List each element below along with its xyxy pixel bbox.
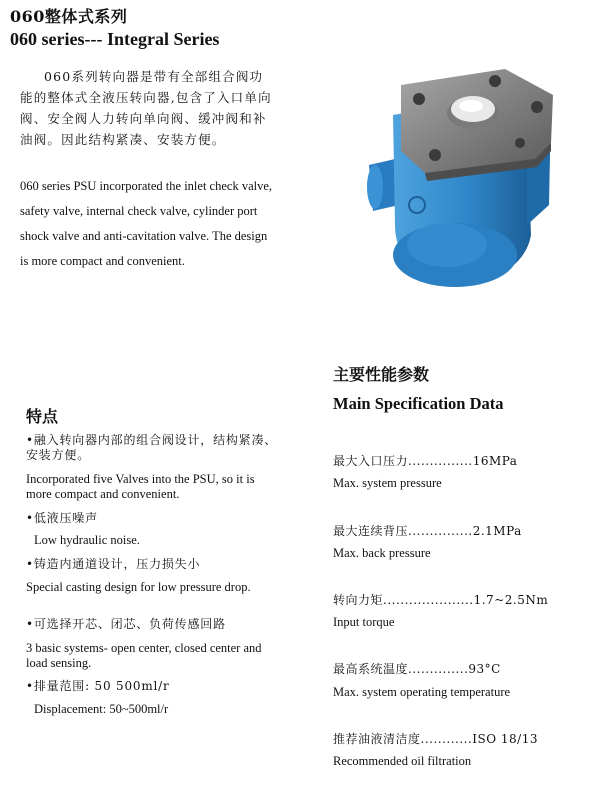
spec-2-cn: 最大连续背压...............2.1MPa	[333, 524, 522, 538]
spec-3-en: Input torque	[333, 615, 395, 629]
page-title-en: 060 series--- Integral Series	[10, 29, 220, 49]
feature-3-en: Special casting design for low pressure drop.	[26, 580, 251, 594]
page-title-cn: 060整体式系列	[10, 7, 128, 26]
steering-unit-image	[355, 55, 560, 295]
feature-2-en: Low hydraulic noise.	[34, 533, 140, 547]
feature-1-en: Incorporated five Valves into the PSU, so it is more compact and convenient.	[26, 472, 255, 501]
intro-text-cn	[20, 66, 272, 150]
intro-cn-body: 060系列转向器是带有全部组合阀功能的整体式全液压转向器,包含了入口单向阀、安全阀人力转向单向阀、缓冲阀和补油阀。因此结构紧凑、安装方便。	[20, 69, 272, 147]
feature-4-en: 3 basic systems- open center, closed center and load sensing.	[26, 641, 262, 670]
feature-1-cn: •融入转向器内部的组合阀设计，结构紧凑、安装方便。	[26, 433, 278, 462]
feature-5-cn: •排量范围: 50 500ml/r	[26, 679, 170, 693]
feature-4-cn: •可选择开芯、闭芯、负荷传感回路	[26, 617, 226, 631]
spec-4-en: Max. system operating temperature	[333, 685, 511, 699]
feature-2-cn: •低液压噪声	[26, 511, 98, 525]
features-heading: 特点	[26, 407, 59, 426]
spec-3-cn: 转向力矩.....................1.7~2.5Nm	[333, 593, 549, 607]
spec-5-en: Recommended oil filtration	[333, 754, 472, 768]
feature-3-cn: •铸造内通道设计，压力损失小	[26, 557, 201, 571]
spec-1-cn: 最大入口压力...............16MPa	[333, 454, 518, 468]
spec-4-cn: 最高系统温度..............93°C	[333, 662, 501, 676]
intro-text-en: 060 series PSU incorporated the inlet check valve, safety valve, internal check valve, cylinder port shock valve and anti-cavitation valve. The design is more compact and convenient.	[20, 179, 273, 268]
spec-2-en: Max. back pressure	[333, 546, 431, 560]
feature-5-en: Displacement: 50~500ml/r	[34, 702, 169, 716]
spec-heading-cn: 主要性能参数	[333, 365, 430, 384]
spec-5-cn: 推荐油液清洁度............ISO 18/13	[333, 732, 538, 746]
spec-heading-en: Main Specification Data	[333, 394, 504, 413]
spec-1-en: Max. system pressure	[333, 476, 442, 490]
